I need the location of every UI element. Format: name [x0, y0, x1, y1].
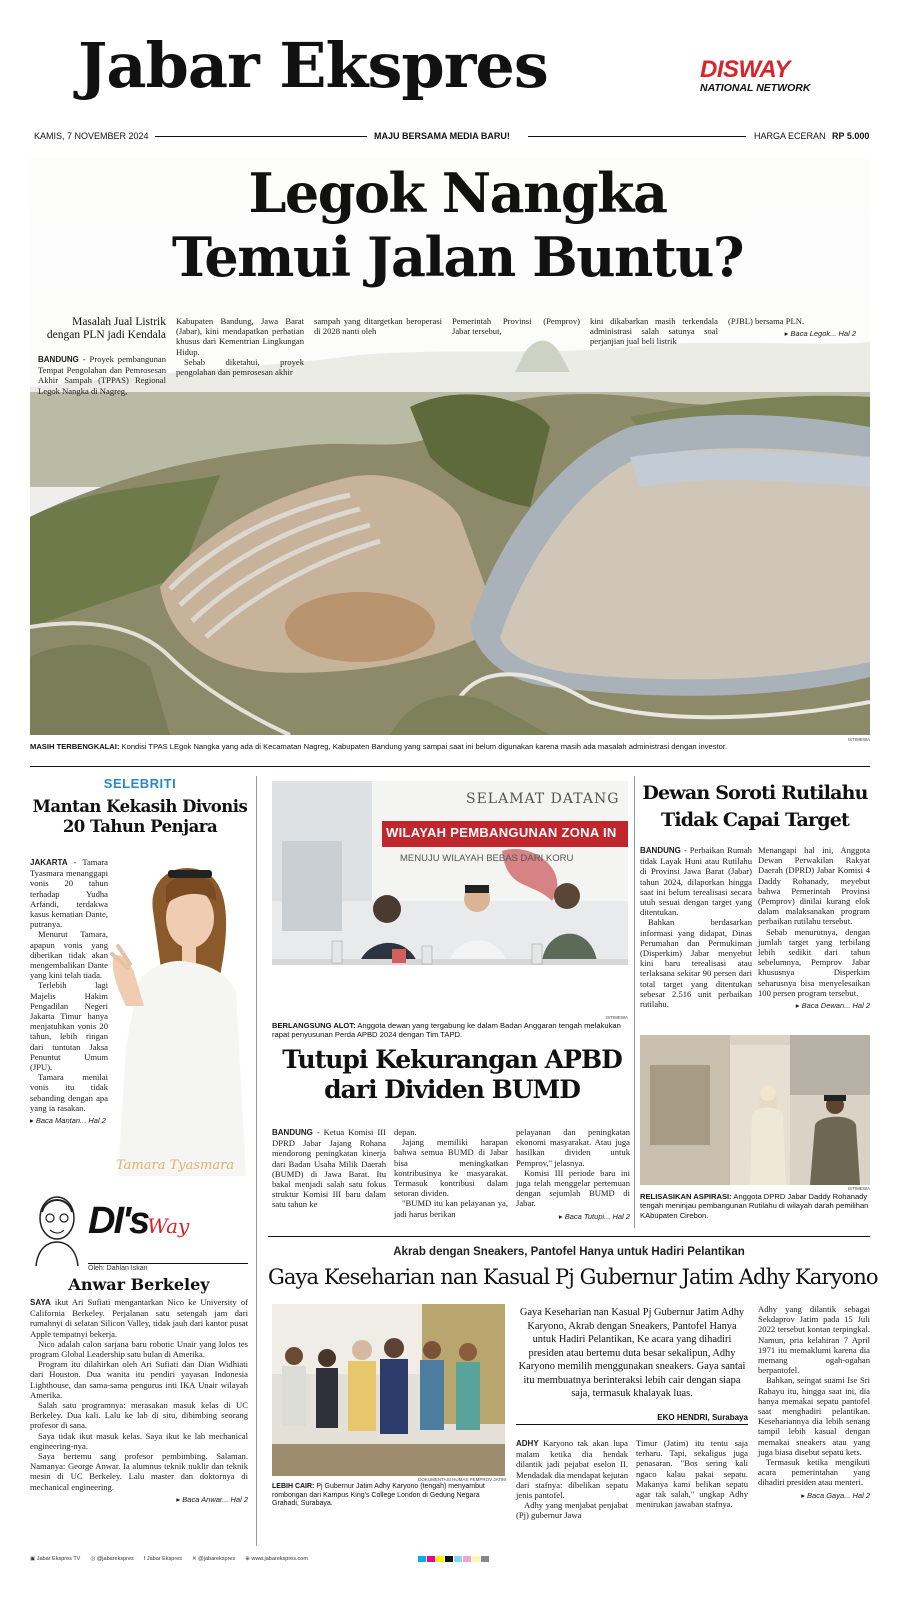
- left-column-divider: [256, 776, 257, 1546]
- disway-headline: Anwar Berkeley: [68, 1275, 210, 1294]
- date-rule-left: [155, 136, 367, 137]
- apbd-col-3: [516, 1127, 630, 1222]
- apbd-dateline: BANDUNG: [272, 1128, 313, 1137]
- gubernur-photo: [272, 1304, 505, 1476]
- lead-col5-text: kini dikabarkan masih terkendala administrasi salah satunya soal perjanjian jual beli listrik: [590, 316, 718, 347]
- rutilahu-headline: Dewan Soroti Rutilahu Tidak Capai Target: [642, 782, 868, 831]
- color-registration-bar: [418, 1556, 489, 1562]
- disway-p4: Salah satu programnya: merasakan masuk kelas di UC Berkeley. Dua kali. Lalu ke lab di situ, dibimbing seorang profesor di sana.: [30, 1400, 248, 1431]
- color-swatch: [463, 1556, 471, 1562]
- disway-column-logo-script: Way: [147, 1214, 190, 1238]
- masthead: [0, 0, 915, 150]
- gubernur-headline: Gaya Keseharian nan Kasual Pj Gubernur Jatim Adhy Karyono: [268, 1265, 878, 1289]
- meeting-room-illustration: [272, 781, 628, 1013]
- instagram-icon: ◎: [90, 1556, 96, 1562]
- lead-col2-text: Kabupaten Bandung, Jawa Barat (Jabar), kini mendapatkan perhatian khusus dari Kementrian Lingkungan Hidup.: [176, 316, 304, 357]
- rutilahu-photo-credit: ISTIMEWA: [847, 1186, 870, 1191]
- columnist-sketch-icon: [30, 1188, 85, 1268]
- disway-column-logo: DI's: [88, 1200, 149, 1242]
- gubernur-caption-label: LEBIH CAIR:: [272, 1483, 315, 1490]
- price-label: HARGA ECERAN: [754, 131, 826, 141]
- apbd-col2c: "BUMD itu kan pelayanan ya, jadi harus berikan: [394, 1198, 508, 1219]
- gubernur-col1: Karyono tak akan lupa malam ketika dia hendak dilantik jadi pejabat eselon II. Mendadak dia mendapat kejutan dari stafnya: dibelikan sepatu jenis pantofel.: [516, 1438, 628, 1501]
- house-inspection-illustration: [640, 1035, 870, 1185]
- web-icon: ⊕: [245, 1556, 250, 1562]
- gubernur-lead: ADHY: [516, 1439, 539, 1448]
- rutilahu-photo: [640, 1035, 870, 1185]
- portrait-illustration: [108, 856, 248, 1176]
- apbd-col-2: [394, 1127, 508, 1219]
- gubernur-deck: Gaya Keseharian nan Kasual Pj Gubernur Jatim Adhy Karyono, Akrab dengan Sneakers, Pantofel Hanya untuk Hadiri Pelantikan, Ke acara yang dihadiri presiden atau bertemu duta besar sekalipun, Adhy Karyono memilih menggunakan sneakers. Gaya santai itu membuatnya berinteraksi lebih cair dengan siapa saja, termasuk khalayak luas.: [518, 1307, 746, 1399]
- gubernur-col-3: [758, 1304, 870, 1501]
- rutilahu-caption: [640, 1192, 872, 1220]
- apbd-caption-text: Anggota dewan yang tergabung ke dalam Badan Anggaran tengah melakukan rapat penyusunan Perda APBD 2024 dengan Tim TAPD.: [272, 1021, 621, 1040]
- disway-read-more[interactable]: ▸ Baca Anwar... Hal 2: [30, 1495, 248, 1505]
- footer-social-0[interactable]: ▣ Jabar Ekspres TV: [30, 1556, 81, 1562]
- gubernur-col3c: Termasuk ketika mengikuti acara pemerintahan yang dihadiri presiden atau menteri.: [758, 1457, 870, 1488]
- disway-p2: Nico adalah calon sarjana baru robotic Unair yang lolos tes program Global Leadership satu bulan di Amerika.: [30, 1338, 248, 1360]
- apbd-col1-text: - Ketua Komisi III DPRD Jabar Jajang Rohana mendorong peningkatan kinerja dari Badan Usaha Milik Daerah (BUMD) di Jawa Barat. Itu bakal menjadi salah satu fokus struktur Komisi III baru dalam satu tahun ke: [272, 1127, 386, 1210]
- lead-kicker: Masalah Jual Listrik dengan PLN jadi Kendala: [46, 316, 166, 341]
- footer-social-4[interactable]: ⊕ www.jabarekspres.com: [245, 1556, 308, 1562]
- section-divider: [30, 766, 870, 767]
- price-value: RP 5.000: [832, 131, 870, 141]
- disway-p5: Saya tidak ikut masuk kelas. Saya ikut ke lab mechanical engineering-nya.: [30, 1430, 248, 1451]
- disway-logo-name: DISWAY: [700, 56, 790, 83]
- gubernur-photo-credit: DOKUMENTASI HUMAS PEMPROV JATIM: [418, 1477, 506, 1482]
- rutilahu-col1a: - Perbaikan Rumah tidak Layak Huni atau Rutilahu di Provinsi Jawa Barat (Jabar) tahun 2024, dilaporkan hingga saat ini belum terealisasi secara utuh sesuai dengan target yang ditentukan.: [640, 845, 752, 918]
- footer-social-2[interactable]: f Jabar Ekspres: [143, 1556, 182, 1562]
- apbd-headline: Tutupi Kekurangan APBD dari Dividen BUMD: [282, 1045, 622, 1104]
- rutilahu-read-more[interactable]: ▸ Baca Dewan... Hal 2: [758, 1001, 870, 1011]
- masthead-price: [754, 131, 869, 141]
- lead-caption-text: Kondisi TPAS LEgok Nangka yang ada di Kecamatan Nagreg, Kabupaten Bandung yang sampai saat ini belum digunakan karena masih ada masalah administrasi dengan investor.: [119, 742, 728, 751]
- lead-col2b-text: Sebab diketahui, proyek pengolahan dan pemrosesan akhir: [176, 356, 304, 378]
- gubernur-byline: EKO HENDRI, Surabaya: [516, 1413, 748, 1425]
- lead-photo-credit: ISTIMEWA: [847, 737, 870, 742]
- lead-dateline: BANDUNG: [38, 355, 79, 364]
- color-swatch: [472, 1556, 480, 1562]
- lead-col-6: [728, 316, 856, 339]
- lead-col-1: [38, 354, 166, 396]
- selebriti-p2: Menurut Tamara, apapun vonis yang diberikan tidak akan mengembalikan Dante yang kini telah tiada.: [30, 929, 108, 981]
- disway-byline: Oleh: Dahlan Iskan: [88, 1263, 248, 1272]
- gubernur-col3b: Bahkan, seingat suami Ise Sri Rahayu itu, hingga saat ini, dia hanya memakai sepatu pantofel saat menghadiri pelantikan. Kesehariannya dia lebih senang tampil lebih kasual dengan memakai sneakers atau yang juga biasa disebut sepatu kets.: [758, 1375, 870, 1457]
- disway-p1: ikut Ari Sufiati mengantarkan Nico ke University of California Berkeley. Perjalanan satu setengah jam dari rumahnyi di selatan Silicon Valley, tidak jauh dari kantor pusat Apple tempatnyi bekerja.: [30, 1297, 248, 1339]
- apbd-col2b: Jajang memiliki harapan bahwa semua BUMD di Jabar bisa meningkatkan kontribusinya ke masyarakat. Termasuk kontribusi dalam setoran dividen.: [394, 1137, 508, 1199]
- apbd-col3b: Komisi III periode baru ini juga telah menggelar pertemuan dengan sejumlah BUMD di Jabar.: [516, 1167, 630, 1209]
- selebriti-dateline: JAKARTA: [30, 858, 68, 867]
- selebriti-label: SELEBRITI: [103, 776, 177, 791]
- facebook-icon: f: [143, 1556, 146, 1562]
- footer-social-3[interactable]: ✕ @jabarekspres: [192, 1556, 236, 1562]
- disway-logo: [700, 58, 810, 94]
- apbd-photo: [272, 781, 628, 1013]
- disway-p6: Saya bertemu sang profesor pembimbing. Salaman. Namanya: George Anwar. Ia alumnus teknik nuklir dan teknik mesin di UC Berkeley. Lalu master dan doktornya di mechanical engineering.: [30, 1451, 248, 1492]
- dahlan-sketch: [30, 1188, 85, 1268]
- group-photo-illustration: [272, 1304, 505, 1476]
- selebriti-body: [30, 857, 108, 1126]
- apbd-sign-1: SELAMAT DATANG: [466, 791, 620, 807]
- lead-caption-label: MASIH TERBENGKALAI:: [30, 742, 120, 751]
- apbd-col2a: depan.: [394, 1127, 417, 1137]
- gubernur-col3a: Adhy yang dilantik sebagai Sekdaprov Jatim pada 15 Juli 2022 tersebut kontan terpingkal. Namun, pria kelahiran 7 April 1971 itu memaklumi karena dia memang ogah-ogahan berpantofel.: [758, 1304, 870, 1376]
- color-swatch: [445, 1556, 453, 1562]
- footer-social: [30, 1556, 430, 1562]
- color-swatch: [427, 1556, 435, 1562]
- rutilahu-dateline: BANDUNG: [640, 846, 681, 855]
- footer-social-1[interactable]: ◎ @jabarekspres: [90, 1556, 134, 1562]
- lead-col4-text: Pemerintah Provinsi (Pemprov) Jabar tersebut,: [452, 316, 580, 337]
- gubernur-caption: [272, 1483, 508, 1509]
- tv-icon: ▣: [30, 1556, 36, 1562]
- apbd-col-1: [272, 1127, 386, 1210]
- apbd-read-more[interactable]: ▸ Baca Tutupi... Hal 2: [516, 1212, 630, 1222]
- color-swatch: [481, 1556, 489, 1562]
- masthead-slogan: MAJU BERSAMA MEDIA BARU!: [374, 131, 510, 141]
- apbd-caption-label: BERLANGSUNG ALOT:: [272, 1021, 356, 1030]
- twitter-icon: ✕: [192, 1556, 197, 1562]
- gubernur-read-more[interactable]: ▸ Baca Gaya... Hal 2: [758, 1491, 870, 1501]
- gubernur-col1b: Adhy yang menjabat penjabat (Pj) gubernur Jawa: [516, 1500, 628, 1521]
- lead-headline-1: Legok Nangka: [248, 161, 667, 225]
- disway-logo-block: [88, 1200, 189, 1243]
- selebriti-read-more[interactable]: ▸ Baca Mantan... Hal 2: [30, 1116, 108, 1126]
- gubernur-kicker: Akrab dengan Sneakers, Pantofel Hanya untuk Hadiri Pelantikan: [393, 1246, 745, 1258]
- lead-col-2: [176, 316, 304, 377]
- apbd-caption: [272, 1021, 632, 1040]
- lead-col6-text: (PJBL) bersama PLN.: [728, 316, 805, 326]
- date-rule-right: [528, 136, 746, 137]
- rutilahu-col-2: [758, 845, 870, 1011]
- gubernur-col-1: [516, 1438, 628, 1521]
- portrait-name-script: Tamara Tyasmara: [116, 1158, 235, 1173]
- apbd-sign-3: MENUJU WILAYAH BEBAS DARI KORU: [400, 853, 574, 864]
- rutilahu-col-1: [640, 845, 752, 1009]
- apbd-col3a: pelayanan dan peningkatan ekonomi masyarakat. Atau juga hasilkan dividen untuk Pemprov," jelasnya.: [516, 1127, 630, 1168]
- lead-col-3: [314, 316, 442, 336]
- color-swatch: [454, 1556, 462, 1562]
- rutilahu-caption-text: Anggota DPRD Jabar Daddy Rohanady tengah meninjau pembangunan Rutilahu di wilayah darah pemilihan KAbupaten Cirebon.: [640, 1192, 869, 1220]
- lead-col-4: [452, 316, 580, 336]
- lead-col1-text: - Proyek pembangunan Tempat Pengolahan dan Pemrosesan Akhir Sampah (TPPAS) Regional Legok Nangka di Nagreg,: [38, 354, 166, 396]
- apbd-sign-2: WILAYAH PEMBANGUNAN ZONA IN: [386, 825, 617, 840]
- right-column-divider: [634, 776, 635, 1228]
- gubernur-col2a: Timur (Jatim) itu tentu saja terharu. Tapi, sekaligus juga penasaran. "Bos sering kali ngaco kalau pakai sepatu. Makanya kami belikan sepatu agar tak salah," ungkap Adhy menirukan jawaban stafnya.: [636, 1438, 748, 1510]
- lead-col3-text: sampah yang ditargetkan beroperasi di 2028 nanti oleh: [314, 316, 442, 337]
- selebriti-p4: Tamara menilai vonis itu tidak sebanding dengan apa yang ia rasakan.: [30, 1072, 108, 1113]
- disway-logo-sub: NATIONAL NETWORK: [700, 82, 811, 94]
- masthead-date: KAMIS, 7 NOVEMBER 2024: [34, 131, 149, 141]
- gubernur-col-2: [636, 1438, 748, 1509]
- lead-caption: [30, 742, 870, 751]
- color-swatch: [418, 1556, 426, 1562]
- lead-col-5: [590, 316, 718, 347]
- lead-headline-2: Temui Jalan Buntu?: [171, 225, 744, 289]
- selebriti-p3: Terlebih lagi Majelis Hakim Pengadilan Negeri Jakarta Timur hanya menjatuhkan vonis 20 tahun, lebih ringan dari tuntutan Jaksa Penuntut Umum (JPU).: [30, 980, 108, 1073]
- disway-body: [30, 1297, 248, 1505]
- masthead-title: Jabar Ekspres: [78, 29, 548, 102]
- gubernur-caption-text: Pj Gubernur Jatim Adhy Karyono (tengah) menyambut rombongan dari Kampus King's College London di Gedung Negara Grahadi, Surabaya.: [272, 1483, 485, 1508]
- selebriti-p1: - Tamara Tyasmara menanggapi vonis 20 tahun terhadap Yudha Arfandi, terdakwa kasus kematian Dante, putranya.: [30, 857, 108, 930]
- rutilahu-col2b: Sebab menurutnya, dengan jumlah target yang terbilang lebih sedikit dari tahun sebelumnya, Pemprov Jabar khususnya Disperkim seharusnya bisa menyelesaikan 100 persen program tersebut.: [758, 926, 870, 998]
- disway-lead: SAYA: [30, 1298, 51, 1307]
- disway-p3: Program itu dilahirkan oleh Ari Sufiati dan Dian Widhiati dari Houston. Dua wanita itu pendiri yayasan Indonesia Lighthouse, dan sama-sama pengurus inti IKA Unair wilayah Amerika.: [30, 1359, 248, 1400]
- selebriti-headline: Mantan Kekasih Divonis 20 Tahun Penjara: [32, 797, 248, 836]
- rutilahu-col1b: Bahkan berdasarkan informasi yang didapat, Dinas Perumahan dan Permukiman (Disperkim) Jabar menyebut kini baru terealisasi atau terlaksana sekitar 90 persen dari total target yang ditentukan sebesar 2.516 unit perbaikan rutilahu.: [640, 917, 752, 1010]
- rutilahu-col2a: Menangapi hal ini, Anggota Dewan Perwakilan Rakyat Daerah (DPRD) Jabar Komisi 4 Daddy Rohanady, meyebut bahwa Pemerintah Provinsi (Pemprov) dinilai kurang elok dalam malaksanakan program perbaikan rutilahu tersebut.: [758, 845, 870, 927]
- rutilahu-caption-label: RELISASIKAN ASPIRASI:: [640, 1192, 732, 1201]
- lead-read-more[interactable]: ▸ Baca Legok... Hal 2: [728, 329, 856, 339]
- tamara-portrait: [108, 856, 248, 1176]
- gubernur-divider: [268, 1236, 870, 1237]
- color-swatch: [436, 1556, 444, 1562]
- apbd-photo-credit: ISTIMEWA: [605, 1015, 628, 1020]
